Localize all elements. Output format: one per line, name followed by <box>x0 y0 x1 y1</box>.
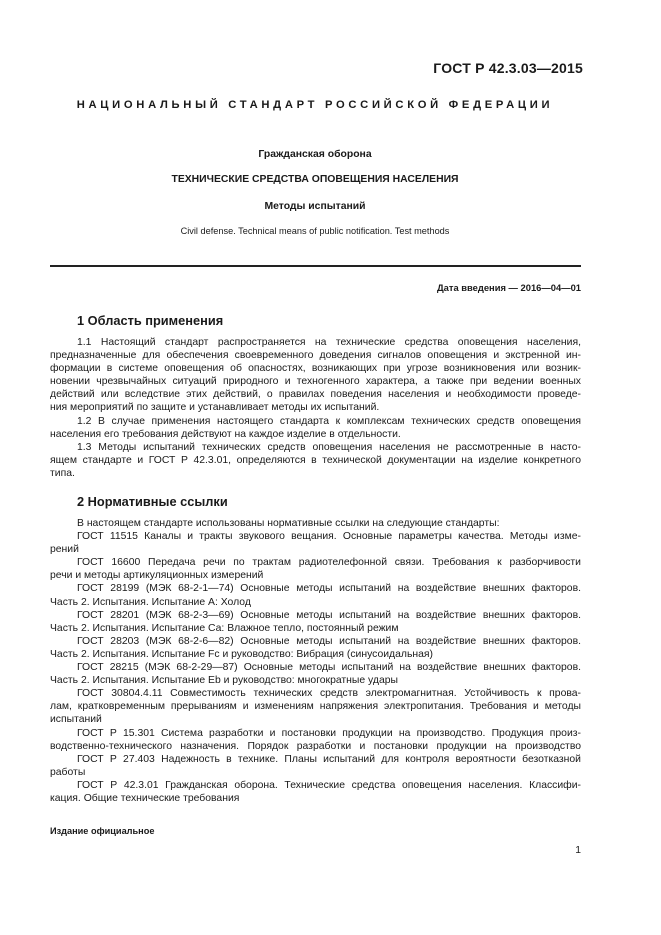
reference-line: рений <box>50 544 79 556</box>
text-line: населения его требования действуют на каждое изделие в отдельности. <box>50 428 401 440</box>
section-1-heading: 1 Область применения <box>77 313 224 328</box>
reference-line: ГОСТ 28199 (МЭК 68-2-1—74) Основные методы испытаний на воздействие внешних факторов. <box>77 583 581 595</box>
page-number: 1 <box>575 845 581 856</box>
reference-line: ГОСТ 28201 (МЭК 68-2-3—69) Основные методы испытаний на воздействие внешних факторов. <box>77 609 581 621</box>
reference-line: ГОСТ 30804.4.11 Совместимость технических средств электромагнитная. Устойчивость к прова- <box>77 688 581 700</box>
reference-line: ГОСТ 16600 Передача речи по трактам радиотелефонной связи. Требования к разборчивости <box>77 557 581 569</box>
reference-line: ГОСТ 28215 (МЭК 68-2-29—87) Основные методы испытаний на воздействие внешних факторов. <box>77 662 581 674</box>
title-sub: Методы испытаний <box>264 201 366 212</box>
reference-line: испытаний <box>50 714 102 726</box>
reference-line: ГОСТ Р 27.403 Надежность в технике. Планы испытаний для контроля вероятности безотказной <box>77 753 581 765</box>
reference-line: Часть 2. Испытания. Испытание А: Холод <box>50 596 251 608</box>
text-line: предназначенные для обеспечения своевременного доведения сигналов оповещения и экстренной ин- <box>50 350 581 362</box>
reference-line: ГОСТ Р 15.301 Система разработки и постановки продукции на производство. Продукция произ- <box>77 727 581 739</box>
reference-line: кация. Общие технические требования <box>50 792 240 804</box>
reference-line: речи и методы артикуляционных измерений <box>50 570 264 582</box>
text-line: 1.3 Методы испытаний технических средств оповещения населения не рассмотренные в насто- <box>77 441 581 453</box>
title-divider <box>50 265 581 267</box>
text-line: новении чрезвычайных ситуаций природного и техногенного характера, а также при ведении военных <box>50 376 581 388</box>
section-2-body <box>50 517 581 805</box>
text-line: 1.1 Настоящий стандарт распространяется на технические средства оповещения населения, <box>77 337 581 348</box>
title-main: ТЕХНИЧЕСКИЕ СРЕДСТВА ОПОВЕЩЕНИЯ НАСЕЛЕНИЯ <box>171 174 459 185</box>
reference-line: Часть 2. Испытания. Испытание Fc и руководство: Вибрация (синусоидальная) <box>50 648 433 660</box>
section-2-heading: 2 Нормативные ссылки <box>77 494 228 509</box>
reference-line: Часть 2. Испытания. Испытание Са: Влажное тепло, постоянный режим <box>50 622 399 634</box>
text-line: формации в системе оповещения об опасностях, возникающих при угрозе возникновения или возник- <box>50 363 581 375</box>
reference-line: водственно-технического назначения. Порядок разработки и постановки продукции на производство <box>50 740 581 752</box>
reference-line: лам, кратковременным прерываниям и изменениям напряжения электропитания. Требования и методы <box>50 701 581 713</box>
introduction-date: Дата введения — 2016—04—01 <box>436 282 581 293</box>
text-line: 1.2 В случае применения настоящего стандарта к комплексам технических средств оповещения <box>77 415 581 427</box>
text-line: типа. <box>50 467 75 479</box>
reference-line: ГОСТ 11515 Каналы и тракты звукового вещания. Основные параметры качества. Методы изме- <box>77 531 581 543</box>
section-1-body <box>50 336 581 480</box>
title-english: Civil defense. Technical means of public notification. Test methods <box>180 226 450 236</box>
gost-code: ГОСТ Р 42.3.03—2015 <box>433 60 583 76</box>
text-line: действий или вследствие этих действий, о правилах поведения населения и необходимости проведе- <box>50 389 581 401</box>
reference-line: ГОСТ Р 42.3.01 Гражданская оборона. Технические средства оповещения населения. Классифи- <box>77 779 581 791</box>
reference-line: Часть 2. Испытания. Испытание Eb и руководство: многократные удары <box>50 675 398 687</box>
reference-line: ГОСТ 28203 (МЭК 68-2-6—82) Основные методы испытаний на воздействие внешних факторов. <box>77 635 581 647</box>
text-line: ящем стандарте и ГОСТ Р 42.3.01, определяются в технической документации на изделие конкретного <box>50 454 581 466</box>
official-edition-note: Издание официальное <box>50 826 155 836</box>
national-standard-banner: НАЦИОНАЛЬНЫЙ СТАНДАРТ РОССИЙСКОЙ ФЕДЕРАЦИИ <box>76 99 554 111</box>
text-line: ния мероприятий по защите и устанавливает методы их испытаний. <box>50 402 380 414</box>
title-category: Гражданская оборона <box>258 149 372 160</box>
reference-line: работы <box>50 766 86 778</box>
text-line: В настоящем стандарте использованы нормативные ссылки на следующие стандарты: <box>77 518 500 529</box>
